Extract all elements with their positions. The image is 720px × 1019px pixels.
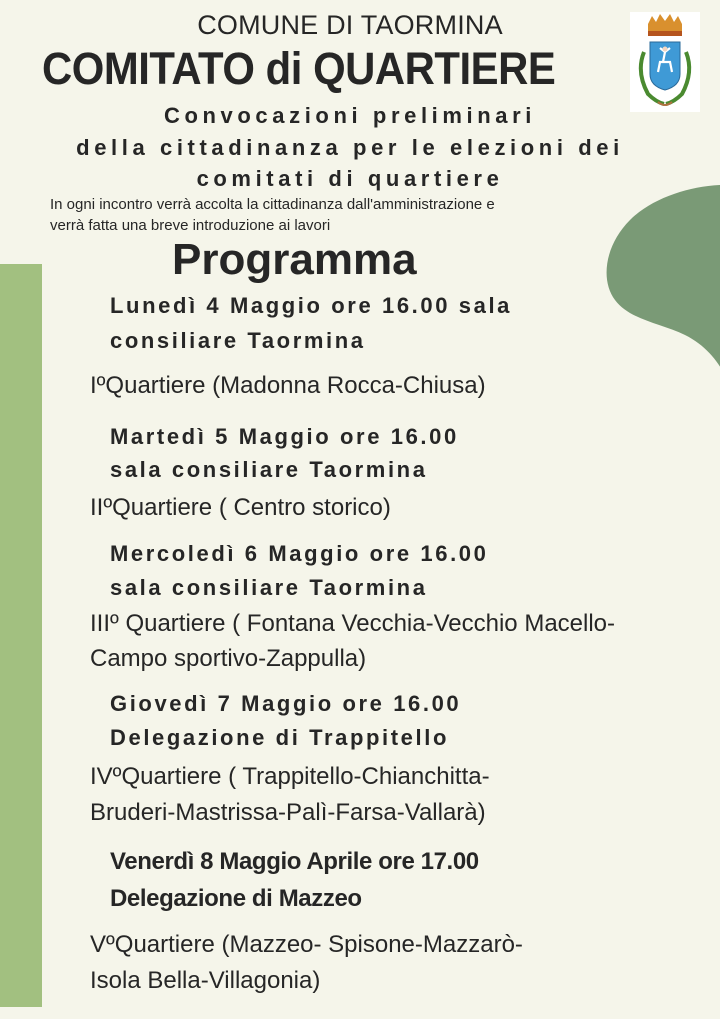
event-2-date-line: Martedì 5 Maggio ore 16.00 — [110, 424, 459, 449]
event-1-date-line: Lunedì 4 Maggio ore 16.00 sala — [110, 293, 512, 318]
event-4-date-line: Giovedì 7 Maggio ore 16.00 — [110, 691, 462, 716]
event-4-quartiere-line-1: IVºQuartiere ( Trappitello-Chianchitta- — [90, 763, 490, 790]
event-4-location-line: Delegazione di Trappitello — [110, 725, 449, 750]
event-3-quartiere-line-1: IIIº Quartiere ( Fontana Vecchia-Vecchio Macello- — [90, 610, 616, 637]
municipality-name: COMUNE DI TAORMINA — [197, 10, 503, 40]
event-3-quartiere-line-2: Campo sportivo-Zappulla) — [90, 645, 367, 672]
subtitle-line-3: comitati di quartiere — [196, 166, 504, 191]
event-5-quartiere-line-1: VºQuartiere (Mazzeo- Spisone-Mazzarò- — [90, 931, 523, 958]
event-2-quartiere: IIºQuartiere ( Centro storico) — [90, 494, 391, 521]
event-5-date-line: Venerdì 8 Maggio Aprile ore 17.00 — [110, 848, 479, 875]
subtitle-line-2: della cittadinanza per le elezioni dei — [76, 135, 624, 160]
event-2-location-line: sala consiliare Taormina — [110, 457, 428, 482]
event-1-quartiere: IºQuartiere (Madonna Rocca-Chiusa) — [90, 372, 486, 399]
event-3-location-line: sala consiliare Taormina — [110, 575, 428, 600]
event-4-quartiere-line-2: Bruderi-Mastrissa-Palì-Farsa-Vallarà) — [90, 799, 486, 826]
decorative-blob-shape — [605, 185, 720, 375]
intro-line-1: In ogni incontro verrà accolta la cittadinanza dall'amministrazione e — [50, 196, 495, 213]
event-1-location-line: consiliare Taormina — [110, 328, 366, 353]
event-5-location-line: Delegazione di Mazzeo — [110, 885, 362, 912]
left-decorative-bar — [0, 264, 42, 1007]
event-5-quartiere-line-2: Isola Bella-Villagonia) — [90, 967, 321, 994]
subtitle-line-1: Convocazioni preliminari — [163, 103, 536, 128]
event-3-date-line: Mercoledì 6 Maggio ore 16.00 — [110, 541, 489, 566]
programma-heading: Programma — [172, 235, 417, 284]
intro-line-2: verrà fatta una breve introduzione ai lavori — [50, 217, 331, 234]
page-title: COMITATO di QUARTIERE — [42, 43, 556, 94]
